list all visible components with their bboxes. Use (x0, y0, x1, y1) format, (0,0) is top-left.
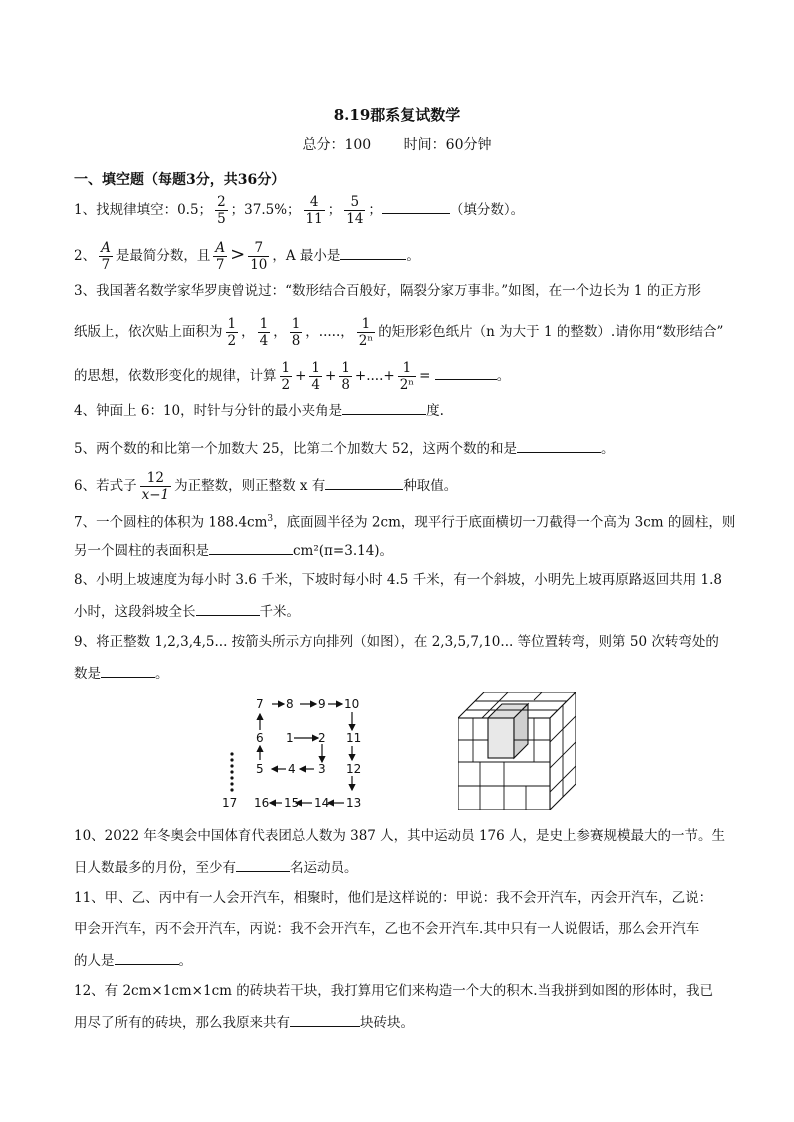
spiral-number: 12 (346, 762, 362, 776)
fraction: $\frac{A}{7}$ (101, 240, 111, 273)
q11-text: 的人是 (74, 953, 115, 969)
spiral-number: 17 (222, 796, 238, 810)
brick-cube-figure (458, 692, 576, 810)
question-11-line-2: 甲会开汽车，丙不会开汽车，丙说：我不会开汽车，乙也不会开汽车.其中只有一人说假话，那么会开汽车 (74, 921, 700, 937)
answer-blank[interactable] (196, 601, 260, 616)
question-8-line-2 (74, 601, 722, 622)
question-5 (74, 438, 722, 459)
q9-text: 数是 (74, 666, 101, 682)
q1-text: 1、找规律填空：0.5； (74, 202, 213, 218)
q3-text: ，.....， (305, 324, 354, 340)
question-3-line-2: 纸版上，依次贴上面积为 $\frac{1}{2}$ ， $\frac{1}{4}$ ， $\frac{1}{8}$ ，.....， $\frac{1}{\text{2ⁿ}}$ 的矩形彩色纸片（n 为大于 1 的整数）.请你用“数形结合” (74, 316, 724, 349)
subtitle (0, 134, 794, 154)
answer-blank[interactable] (342, 400, 426, 415)
question-1 (74, 194, 722, 227)
answer-blank[interactable] (435, 365, 497, 380)
answer-blank[interactable] (340, 245, 406, 260)
q4-text: 4、钟面上 6：10，时针与分针的最小夹角是 (74, 403, 343, 419)
q2-text: 。 (406, 248, 420, 264)
q11-text: 。 (178, 953, 192, 969)
q7-text: ，底面圆半径为 2cm，现平行于底面横切一刀截得一个高为 3cm 的圆柱，则 (273, 514, 736, 531)
answer-blank[interactable] (325, 475, 403, 490)
answer-blank[interactable] (115, 950, 179, 965)
q3-text: 的思想，依数形变化的规律，计算 (74, 368, 277, 384)
q12-text: 块砖块。 (360, 1015, 414, 1031)
fraction: $\frac{2}{5}$ (217, 194, 226, 227)
question-3-line-3: 的思想，依数形变化的规律，计算 $\frac{1}{2}$ + $\frac{1}{4}$ + $\frac{1}{8}$ +....+ $\frac{1}{\text{2ⁿ}}$ = 。 (74, 360, 511, 393)
question-4 (74, 400, 722, 421)
q10-text: 名运动员。 (290, 860, 358, 876)
fraction: $\frac{12}{x-1}$ (141, 470, 170, 503)
q1-text: ； (368, 202, 382, 218)
superscript: 3 (267, 514, 274, 524)
q2-text: 2、 (74, 248, 97, 264)
spiral-number: 2 (318, 731, 326, 745)
question-7-line-2 (74, 540, 722, 561)
q12-text: 用尽了所有的砖块，那么我原来共有 (74, 1015, 290, 1031)
fraction: $\frac{1}{2}$ (281, 360, 291, 393)
spiral-number: 9 (318, 697, 326, 711)
q7-text: 另一个圆柱的表面积是 (74, 543, 209, 559)
section-heading: 一、填空题（每题3分，共36分） (74, 172, 286, 188)
cube-hollow (488, 718, 514, 758)
q6-text: 6、若式子 (74, 478, 137, 494)
q4-text: 度. (426, 403, 444, 419)
fraction: $\frac{4}{11}$ (305, 194, 323, 227)
spiral-number: 3 (318, 762, 326, 776)
question-9-line-2 (74, 663, 722, 684)
q5-text: 5、两个数的和比第一个加数大 25，比第二个加数大 52，这两个数的和是 (74, 441, 518, 457)
fraction: $\frac{A}{7}$ (215, 240, 226, 273)
number-spiral-figure (216, 690, 376, 815)
q6-text: 为正整数，则正整数 x 有 (174, 478, 326, 494)
q8-text: 千米。 (259, 604, 300, 620)
spiral-number: 6 (256, 731, 264, 745)
answer-blank[interactable] (517, 438, 601, 453)
q1-text: （填分数）。 (449, 202, 525, 218)
question-10-line-1: 10、2022 年冬奥会中国体育代表团总人数为 387 人，其中运动员 176 人，是史上参赛规模最大的一节。生 (74, 828, 726, 844)
question-8-line-1: 8、小明上坡速度为每小时 3.6 千米，下坡时每小时 4.5 千米，有一个斜坡，小明先上坡再原路返回共用 1.8 (74, 572, 722, 588)
answer-blank[interactable] (290, 1012, 360, 1027)
question-3-line-1: 3、我国著名数学家华罗庚曾说过：“数形结合百般好，隔裂分家万事非。”如图，在一个边长为 1 的正方形 (74, 283, 701, 299)
spiral-number: 1 (286, 731, 294, 745)
spiral-number: 4 (288, 762, 296, 776)
q5-text: 。 (601, 441, 615, 457)
q2-text: 是最简分数，且 (115, 248, 211, 264)
question-12-line-2 (74, 1012, 722, 1033)
time-limit: 时间：60分钟 (403, 137, 492, 153)
question-12-line-1: 12、有 2cm×1cm×1cm 的砖块若干块，我打算用它们来构造一个大的积木.当我拼到如图的形体时，我已 (74, 983, 714, 999)
q3-text: 的矩形彩色纸片（n 为大于 1 的整数）.请你用“数形结合” (378, 324, 724, 340)
q8-text: 小时，这段斜坡全长 (74, 604, 196, 620)
q2-text: ，A 最小是 (272, 248, 341, 264)
answer-blank[interactable] (209, 540, 293, 555)
spiral-number: 13 (346, 796, 362, 810)
q1-text: ； (327, 202, 342, 218)
question-2 (74, 240, 722, 273)
page-title: 8.19郡系复试数学 (333, 106, 461, 124)
fraction: $\frac{5}{14}$ (346, 194, 364, 227)
spiral-number: 11 (346, 731, 362, 745)
fraction: $\frac{1}{4}$ (259, 316, 269, 349)
question-10-line-2 (74, 857, 722, 878)
greater-than: > (230, 244, 246, 265)
q7-text: cm²(π=3.14)。 (293, 543, 394, 559)
answer-blank[interactable] (101, 663, 155, 678)
spiral-number: 8 (286, 697, 294, 711)
q7-text: 7、一个圆柱的体积为 188.4cm (74, 514, 268, 531)
q10-text: 日人数最多的月份，至少有 (74, 860, 236, 876)
fraction: $\frac{1}{\text{2ⁿ}}$ (399, 360, 415, 393)
spiral-number: 5 (256, 762, 264, 776)
q6-text: 种取值。 (403, 478, 458, 494)
q1-text: ；37.5%； (230, 202, 301, 218)
fraction: $\frac{1}{4}$ (311, 360, 320, 393)
answer-blank[interactable] (236, 857, 290, 872)
spiral-number: 7 (256, 697, 264, 711)
question-11-line-1: 11、甲、乙、丙中有一人会开汽车，相聚时，他们是这样说的：甲说：我不会开汽车，丙会开汽车，乙说： (74, 890, 713, 906)
spiral-number: 10 (344, 697, 360, 711)
fraction: $\frac{1}{8}$ (341, 360, 350, 393)
q9-text: 。 (155, 666, 169, 682)
q3-text: 纸版上，依次贴上面积为 (74, 324, 223, 340)
fraction: $\frac{1}{2}$ (227, 316, 237, 349)
total-score: 总分：100 (302, 137, 372, 153)
answer-blank[interactable] (382, 199, 450, 214)
question-9-line-1: 9、将正整数 1,2,3,4,5... 按箭头所示方向排列（如图），在 2,3,5,7,10... 等位置转弯，则第 50 次转弯处的 (74, 634, 719, 650)
fraction: $\frac{7}{10}$ (250, 240, 268, 273)
spiral-number: 15 (284, 796, 300, 810)
fraction: $\frac{1}{\text{2ⁿ}}$ (358, 316, 374, 349)
spiral-number: 14 (314, 796, 330, 810)
fraction: $\frac{1}{8}$ (291, 316, 301, 349)
spiral-number: 16 (254, 796, 270, 810)
question-7-line-1 (74, 509, 736, 533)
q3-text: 。 (496, 368, 511, 384)
question-6 (74, 470, 722, 503)
question-11-line-3 (74, 950, 722, 971)
